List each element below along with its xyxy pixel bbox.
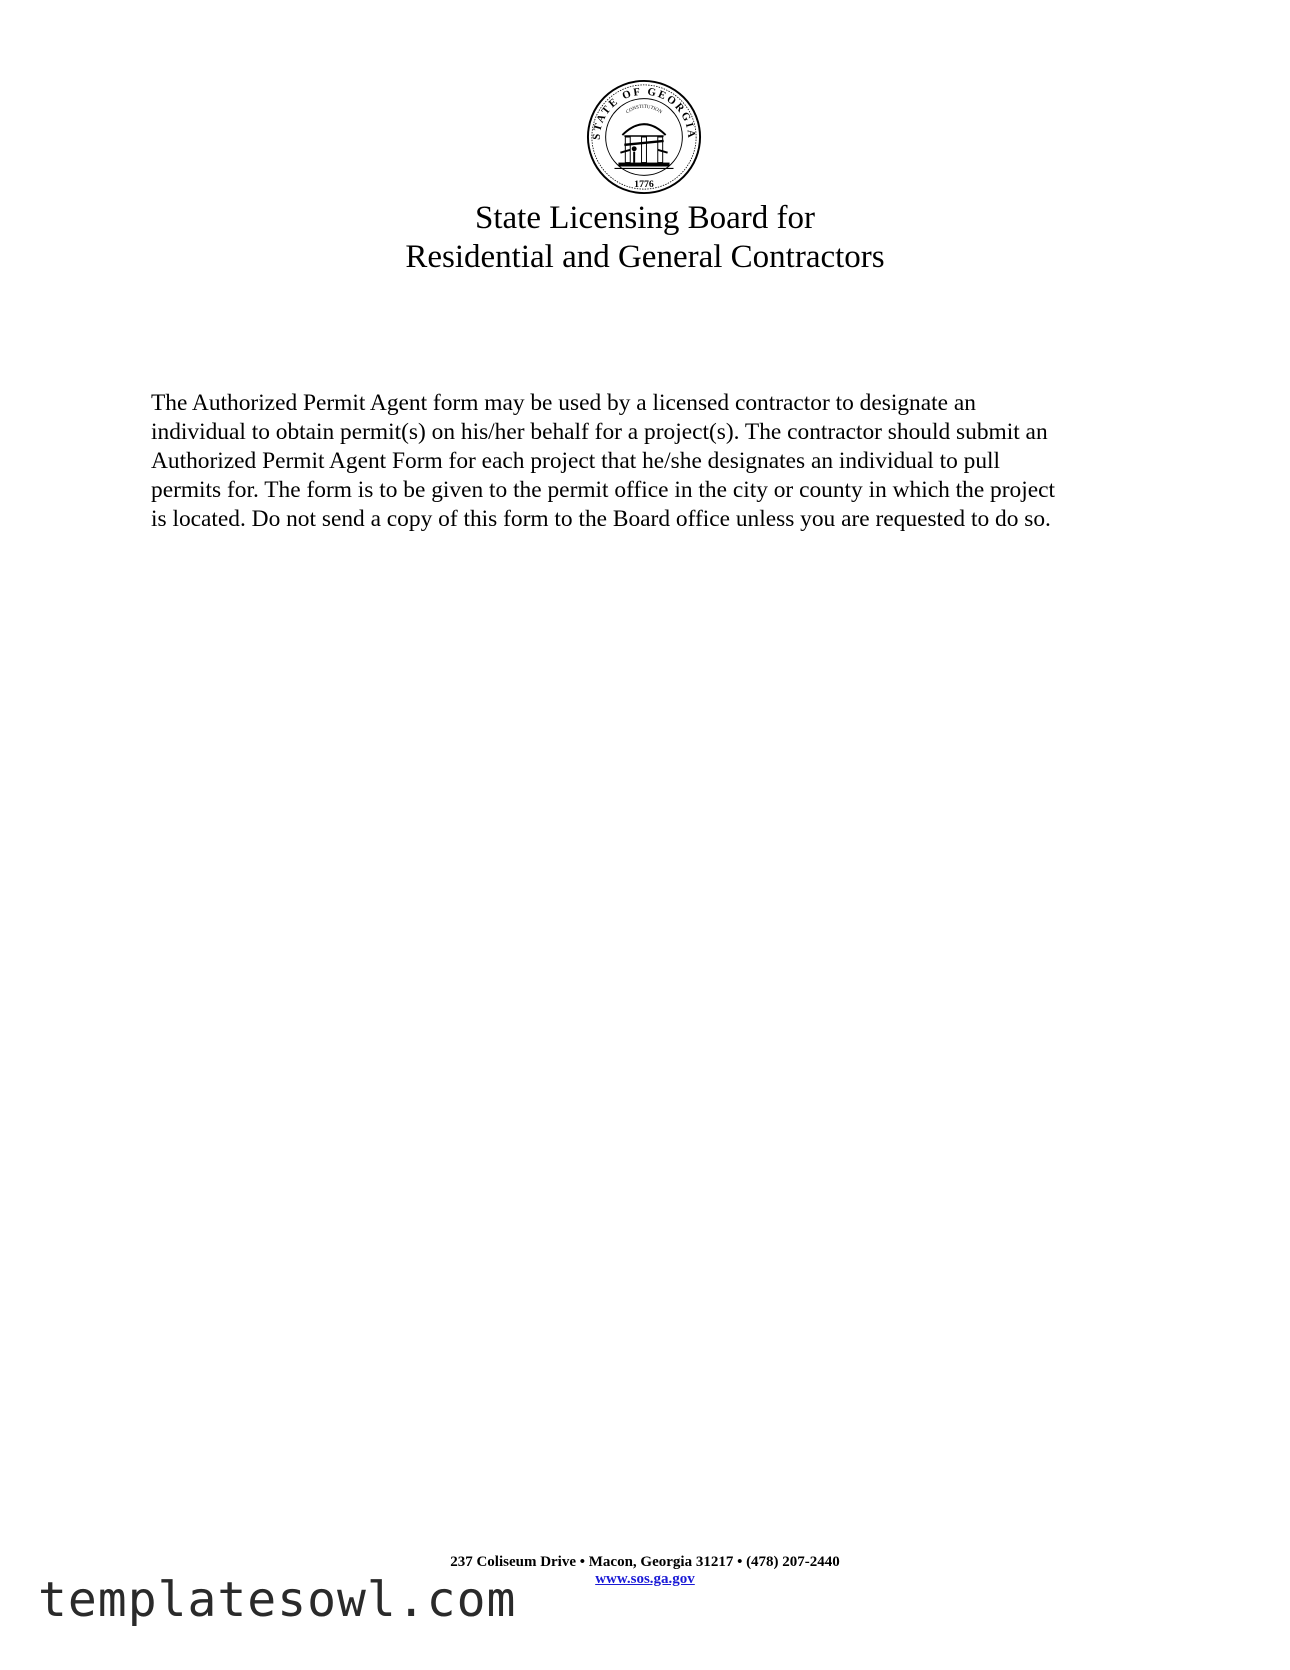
georgia-state-seal (585, 78, 703, 196)
footer-address: 237 Coliseum Drive • Macon, Georgia 31217 • (478) 207-2440 (450, 1554, 840, 1570)
intro-line: individual to obtain permit(s) on his/her behalf for a project(s). The contractor should submit an (151, 419, 1048, 445)
intro-line: permits for. The form is to be given to the permit office in the city or county in which the project (151, 477, 1055, 503)
board-title-line-1: State Licensing Board for (475, 200, 815, 236)
intro-line: Authorized Permit Agent Form for each project that he/she designates an individual to pull (151, 448, 1001, 474)
svg-text:CONSTITUTION: CONSTITUTION (625, 104, 663, 116)
intro-paragraph (151, 389, 1151, 534)
board-title-line-2: Residential and General Contractors (405, 239, 885, 275)
intro-line: The Authorized Permit Agent form may be used by a licensed contractor to designate an (151, 390, 976, 416)
seal-year: 1776 (634, 179, 654, 191)
website-link[interactable]: www.sos.ga.gov (595, 1571, 695, 1587)
svg-text:STATE OF GEORGIA: STATE OF GEORGIA (590, 85, 698, 141)
watermark: templatesowl.com (38, 1572, 517, 1628)
intro-line: is located. Do not send a copy of this form to the Board office unless you are requested to do so. (151, 506, 1051, 532)
